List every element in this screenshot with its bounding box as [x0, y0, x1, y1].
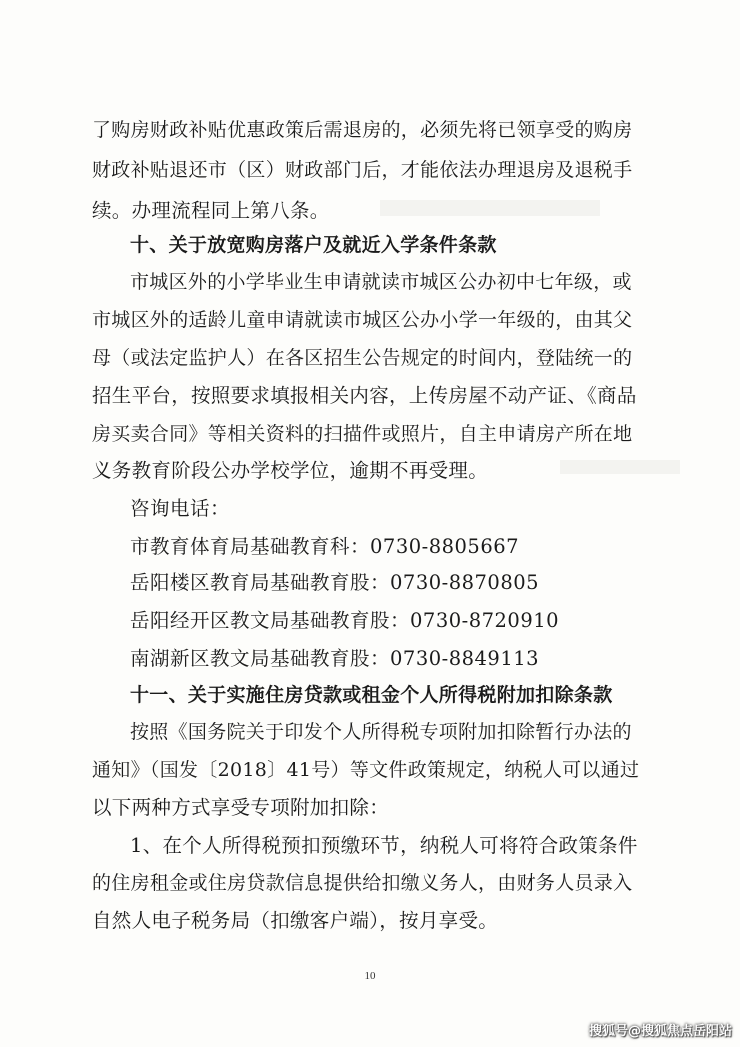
body-line: 的住房租金或住房贷款信息提供给扣缴义务人，由财务人员录入 [92, 872, 633, 894]
contact-heading: 咨询电话： [130, 497, 231, 520]
body-line: 按照《国务院关于印发个人所得税专项附加扣除暂行办法的 [130, 721, 632, 743]
body-line: 1、在个人所得税预扣预缴环节，纳税人可将符合政策条件 [130, 834, 638, 857]
source-watermark: 搜狐号@搜狐焦点岳阳站 [588, 1024, 732, 1039]
body-line: 财政补贴退还市（区）财政部门后，才能依法办理退房及退税手 [92, 159, 633, 181]
body-line: 通知》（国发〔2018〕41号）等文件政策规定，纳税人可以通过 [92, 759, 640, 781]
body-line: 市城区外的适龄儿童申请就读市城区公办小学一年级的，由其父 [92, 309, 633, 331]
body-line: 自然人电子税务局（扣缴客户端），按月享受。 [92, 909, 499, 932]
body-line: 了购房财政补贴优惠政策后需退房的，必须先将已领享受的购房 [92, 119, 633, 141]
contact-line: 南湖新区教文局基础教育股：0730-8849113 [130, 647, 540, 670]
body-line: 以下两种方式享受专项附加扣除： [92, 796, 390, 819]
body-line: 招生平台，按照要求填报相关内容，上传房屋不动产证、《商品 [92, 384, 637, 407]
body-line: 母（或法定监护人）在各区招生公告规定的时间内，登陆统一的 [92, 347, 633, 369]
section-heading: 十一、关于实施住房贷款或租金个人所得税附加扣除条款 [130, 684, 613, 706]
contact-line: 岳阳楼区教育局基础教育股：0730-8870805 [130, 571, 540, 594]
body-line: 义务教育阶段公办学校学位，逾期不再受理。 [92, 459, 489, 482]
contact-line: 市教育体育局基础教育科：0730-8805667 [130, 535, 520, 558]
section-heading: 十、关于放宽购房落户及就近入学条件条款 [130, 234, 497, 256]
contact-line: 岳阳经开区教文局基础教育股：0730-8720910 [130, 609, 560, 632]
body-line: 房买卖合同》等相关资料的扫描件或照片，自主申请房产所在地 [92, 423, 633, 445]
body-line: 市城区外的小学毕业生申请就读市城区公办初中七年级，或 [130, 271, 632, 293]
body-line: 续。办理流程同上第八条。 [92, 199, 330, 222]
page-number: 10 [364, 970, 376, 982]
